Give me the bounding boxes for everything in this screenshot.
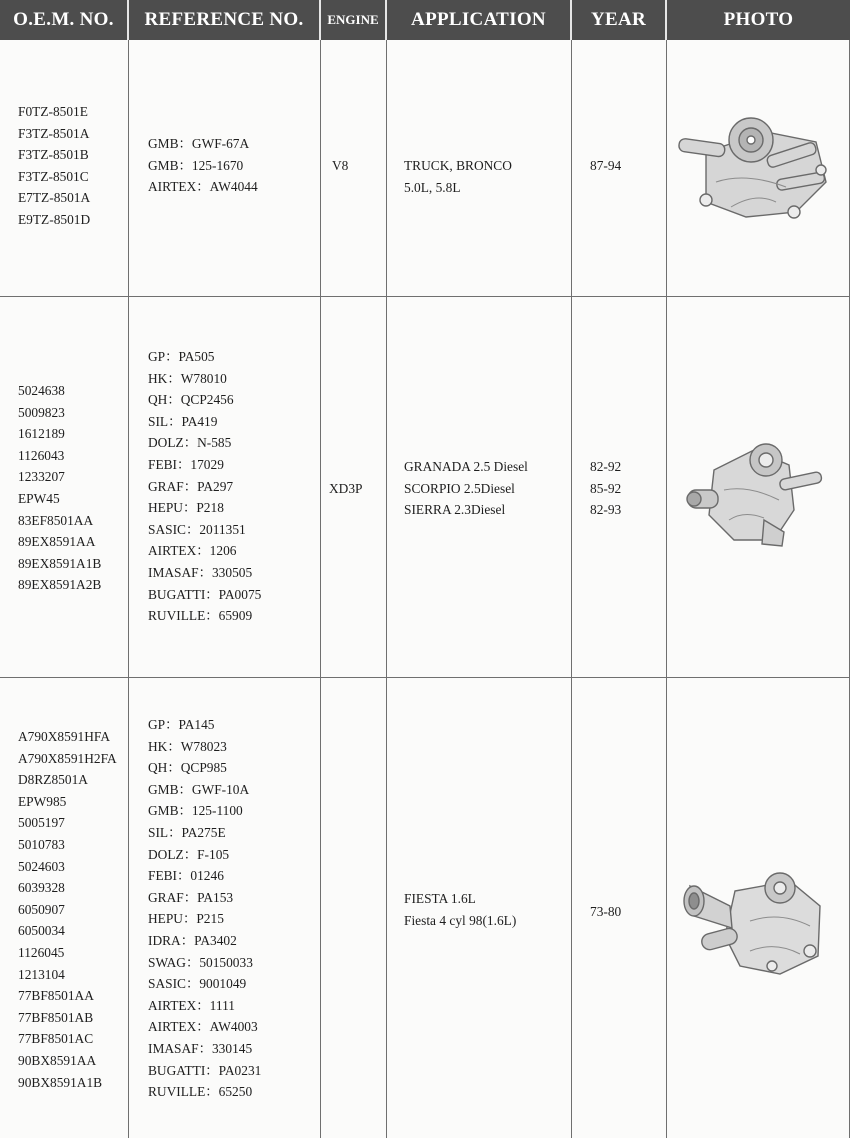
reference-number: HEPU：P215 — [148, 911, 224, 927]
application-line: TRUCK, BRONCO — [404, 158, 512, 173]
oem-number: 1213104 — [18, 966, 65, 982]
reference-number: IMASAF：330505 — [148, 564, 253, 580]
oem-number: F0TZ-8501E — [18, 104, 88, 119]
oem-list — [18, 101, 90, 231]
year-list — [590, 155, 621, 177]
application-line: SIERRA 2.3Diesel — [404, 502, 506, 518]
reference-number: HK：W78023 — [148, 738, 227, 754]
year-range: 82-93 — [590, 502, 622, 518]
reference-number: GMB：GWF-10A — [148, 781, 250, 797]
oem-number: A790X8591H2FA — [18, 750, 117, 766]
header-divider — [570, 0, 572, 40]
oem-number: 89EX8591AA — [18, 534, 96, 550]
engine-code: V8 — [332, 158, 349, 173]
reference-number: GMB：125-1670 — [148, 157, 244, 173]
oem-number: 6050907 — [18, 901, 65, 917]
oem-number: 77BF8501AA — [18, 988, 94, 1004]
column-divider — [386, 40, 387, 1138]
column-divider — [571, 40, 572, 1138]
reference-number: GMB：GWF-67A — [148, 136, 250, 151]
oem-number: 1126043 — [18, 447, 65, 463]
reference-number: SASIC：9001049 — [148, 976, 247, 992]
reference-number: HK：W78010 — [148, 370, 227, 386]
oem-number: 6039328 — [18, 880, 65, 896]
header-divider — [319, 0, 321, 40]
oem-number: D8RZ8501A — [18, 772, 88, 788]
reference-number: DOLZ：F-105 — [148, 846, 230, 862]
reference-number: FEBI：01246 — [148, 868, 224, 884]
oem-number: 90BX8591A1B — [18, 1074, 103, 1090]
header-divider — [665, 0, 667, 40]
reference-number: AIRTEX：AW4044 — [148, 179, 258, 195]
row-divider — [0, 677, 850, 678]
water-pump-photo — [676, 112, 836, 230]
column-divider — [666, 40, 667, 1138]
reference-number: AIRTEX：AW4003 — [148, 1019, 258, 1035]
application-list — [404, 888, 516, 931]
oem-number: A790X8591HFA — [18, 729, 111, 744]
year-list — [590, 456, 621, 521]
application-list — [404, 456, 528, 521]
year-range: 82-92 — [590, 459, 622, 474]
oem-list — [18, 380, 101, 596]
oem-number: 90BX8591AA — [18, 1052, 97, 1068]
reference-number: BUGATTI：PA0075 — [148, 586, 262, 602]
water-pump-photo — [684, 440, 824, 550]
year-range: 87-94 — [590, 158, 622, 173]
oem-number: 89EX8591A2B — [18, 577, 102, 593]
water-pump-photo — [680, 866, 838, 978]
reference-number: GRAF：PA297 — [148, 478, 234, 494]
column-divider — [320, 40, 321, 1138]
application-list — [404, 155, 512, 198]
reference-number: FEBI：17029 — [148, 456, 224, 472]
engine-code: XD3P — [329, 481, 363, 496]
application-line: SCORPIO 2.5Diesel — [404, 480, 515, 496]
column-divider — [128, 40, 129, 1138]
application-line: GRANADA 2.5 Diesel — [404, 459, 528, 474]
oem-number: 77BF8501AB — [18, 1009, 94, 1025]
oem-number: F3TZ-8501C — [18, 168, 89, 184]
header-application: APPLICATION — [387, 0, 570, 40]
reference-list — [148, 133, 258, 198]
header-oem: O.E.M. NO. — [0, 0, 127, 40]
reference-number: DOLZ：N-585 — [148, 435, 232, 451]
reference-number: SIL：PA275E — [148, 824, 226, 840]
reference-number: SASIC：2011351 — [148, 521, 246, 537]
reference-number: GRAF：PA153 — [148, 889, 234, 905]
oem-number: 5010783 — [18, 836, 65, 852]
oem-number: 5024638 — [18, 383, 65, 398]
oem-number: 5009823 — [18, 404, 65, 420]
header-engine: ENGINE — [321, 0, 385, 40]
reference-number: RUVILLE：65250 — [148, 1084, 253, 1100]
row-divider — [0, 296, 850, 297]
oem-number: E9TZ-8501D — [18, 211, 91, 227]
oem-number: 6050034 — [18, 923, 65, 939]
oem-number: F3TZ-8501B — [18, 147, 89, 163]
header-divider — [127, 0, 129, 40]
reference-list — [148, 714, 261, 1103]
oem-number: 5024603 — [18, 858, 65, 874]
reference-number: GP：PA145 — [148, 717, 215, 732]
application-line: FIESTA 1.6L — [404, 891, 476, 906]
header-divider — [385, 0, 387, 40]
reference-number: IDRA：PA3402 — [148, 932, 237, 948]
reference-number: AIRTEX：1111 — [148, 997, 235, 1013]
reference-number: RUVILLE：65909 — [148, 608, 253, 624]
reference-number: SWAG：50150033 — [148, 954, 253, 970]
oem-number: EPW45 — [18, 490, 60, 506]
oem-number: 5005197 — [18, 815, 65, 831]
oem-number: F3TZ-8501A — [18, 125, 90, 141]
reference-number: BUGATTI：PA0231 — [148, 1062, 262, 1078]
year-list — [590, 901, 621, 923]
oem-number: 1612189 — [18, 426, 65, 442]
reference-list — [148, 346, 261, 627]
reference-number: GMB：125-1100 — [148, 803, 243, 819]
reference-number: QH：QCP2456 — [148, 392, 234, 408]
oem-number: 83EF8501AA — [18, 512, 94, 528]
application-line: Fiesta 4 cyl 98(1.6L) — [404, 912, 517, 928]
reference-number: HEPU：P218 — [148, 500, 224, 516]
oem-number: 77BF8501AC — [18, 1031, 94, 1047]
oem-number: 1126045 — [18, 944, 65, 960]
year-range: 73-80 — [590, 904, 622, 919]
reference-number: QH：QCP985 — [148, 760, 227, 776]
oem-list — [18, 726, 117, 1093]
header-reference: REFERENCE NO. — [129, 0, 319, 40]
header-year: YEAR — [572, 0, 665, 40]
reference-number: IMASAF：330145 — [148, 1040, 253, 1056]
oem-number: 89EX8591A1B — [18, 555, 102, 571]
application-line: 5.0L, 5.8L — [404, 179, 461, 195]
year-range: 85-92 — [590, 480, 622, 496]
oem-number: 1233207 — [18, 469, 65, 485]
reference-number: SIL：PA419 — [148, 413, 218, 429]
header-photo: PHOTO — [667, 0, 850, 40]
oem-number: EPW985 — [18, 793, 67, 809]
reference-number: AIRTEX：1206 — [148, 543, 237, 559]
oem-number: E7TZ-8501A — [18, 190, 91, 206]
reference-number: GP：PA505 — [148, 349, 215, 364]
